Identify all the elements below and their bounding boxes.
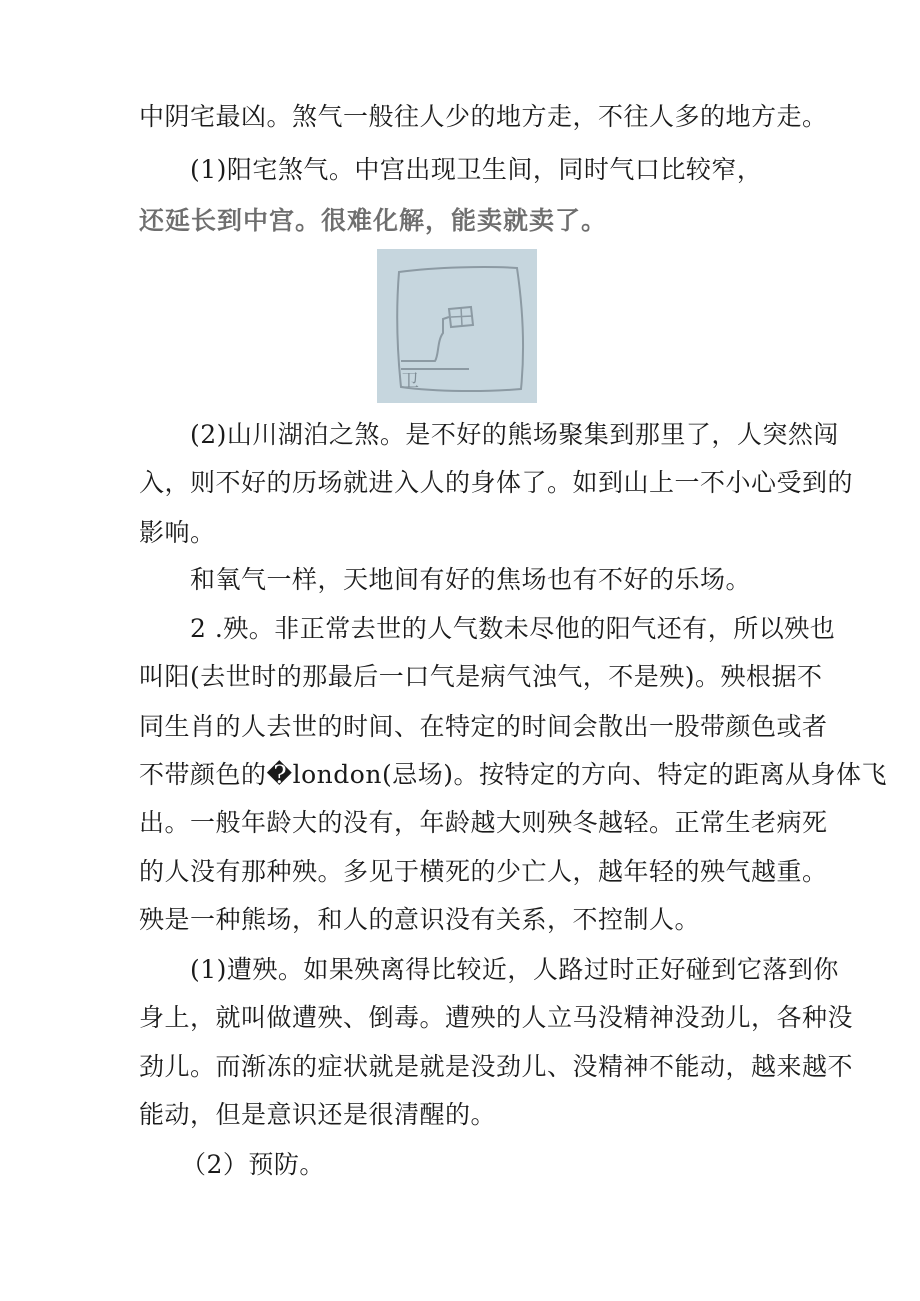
paragraph-line-4: (2)山川湖泊之煞。是不好的熊场聚集到那里了，人突然闯: [190, 420, 839, 449]
paragraph-line-12: 出。一般年龄大的没有，年龄越大则殃冬越轻。正常生老病死: [139, 808, 828, 837]
paragraph-line-13: 的人没有那种殃。多见于横死的少亡人，越年轻的殃气越重。: [139, 857, 828, 886]
paragraph-line-9: 叫阳(去世时的那最后一口气是病气浊气，不是殃)。殃根据不: [139, 662, 823, 691]
floor-plan-sketch: [377, 249, 537, 403]
paragraph-line-1: 中阴宅最凶。煞气一般往人少的地方走，不往人多的地方走。: [139, 102, 828, 131]
paragraph-line-18: 能动，但是意识还是很清醒的。: [139, 1100, 497, 1129]
paragraph-line-7: 和氧气一样，天地间有好的焦场也有不好的乐场。: [190, 565, 752, 594]
paragraph-line-11: 不带颜色的�london(忌场)。按特定的方向、特定的距离从身体飞: [139, 760, 887, 789]
paragraph-line-10: 同生肖的人去世的时间、在特定的时间会散出一股带颜色或者: [139, 712, 828, 741]
paragraph-line-14: 殃是一种熊场，和人的意识没有关系，不控制人。: [139, 905, 701, 934]
paragraph-line-3: 还延长到中宫。很难化解，能卖就卖了。: [139, 206, 608, 235]
paragraph-line-17: 劲儿。而渐冻的症状就是就是没劲儿、没精神不能动，越来越不: [139, 1052, 854, 1081]
paragraph-line-15: (1)遭殃。如果殃离得比较近，人路过时正好碰到它落到你: [190, 955, 839, 984]
paragraph-line-5: 入，则不好的历场就进入人的身体了。如到山上一不小心受到的: [139, 468, 854, 497]
sketch-label: 卫: [401, 371, 419, 392]
paragraph-line-16: 身上，就叫做遭殃、倒毒。遭殃的人立马没精神没劲儿，各种没: [139, 1003, 854, 1032]
sketch-drawing: [377, 249, 537, 403]
paragraph-line-8: 2 .殃。非正常去世的人气数未尽他的阳气还有，所以殃也: [190, 614, 836, 643]
paragraph-line-19: （2）预防。: [181, 1150, 325, 1179]
paragraph-line-6: 影响。: [139, 518, 216, 547]
paragraph-line-2: (1)阳宅煞气。中宫出现卫生间，同时气口比较窄，: [190, 155, 763, 184]
